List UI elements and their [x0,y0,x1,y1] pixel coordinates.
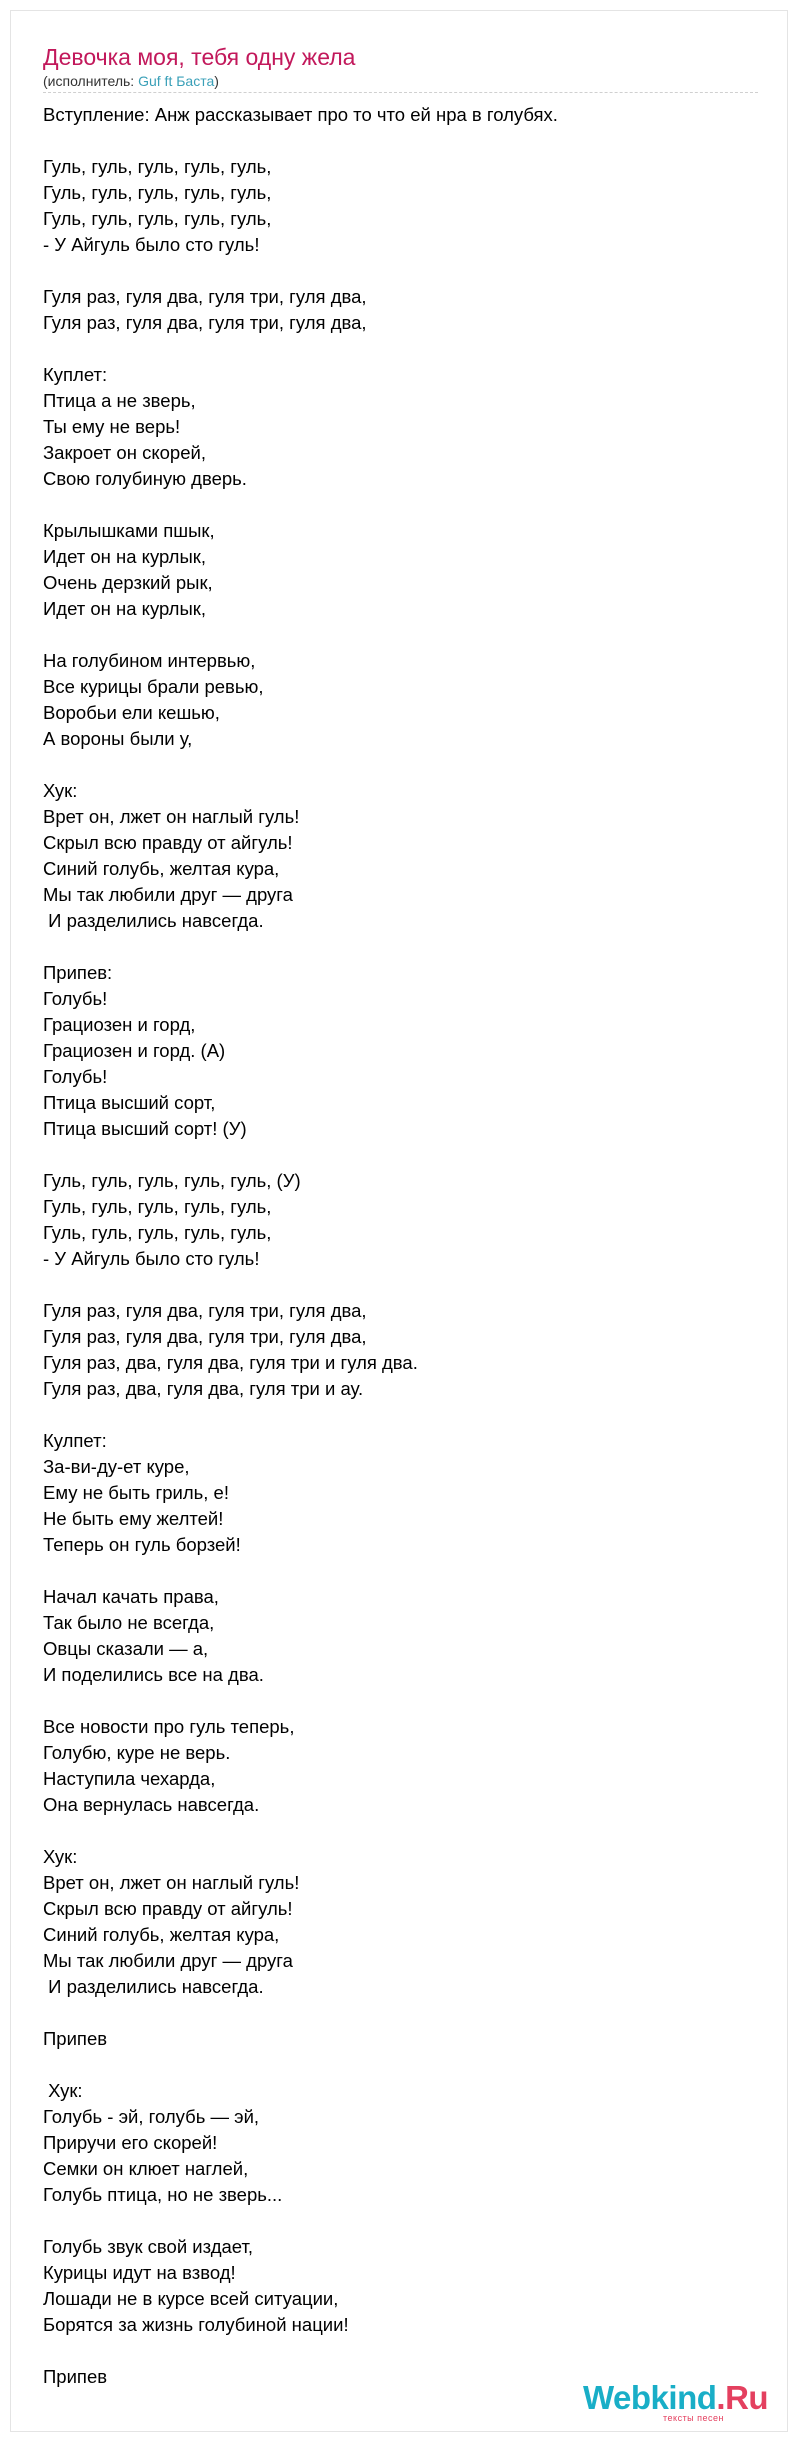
lyric-line: Скрыл всю правду от айгуль! [43,1898,293,1919]
lyric-line: Птица высший сорт, [43,1092,216,1113]
lyric-line: Гуля раз, два, гуля два, гуля три и гуля два. [43,1352,418,1373]
lyric-line: Кулпет: [43,1430,107,1451]
performer-line [43,72,219,90]
logo-name: Webkind [583,2379,717,2416]
lyric-line: Хук: [43,2080,83,2101]
title-divider [43,92,758,93]
lyric-blank-line [43,1142,763,1168]
site-logo[interactable] [583,2378,773,2428]
lyric-line: Гуль, гуль, гуль, гуль, гуль, [43,1222,272,1243]
lyric-line: Очень дерзкий рык, [43,572,213,593]
lyric-line: Идет он на курлык, [43,546,206,567]
lyric-line: Грациозен и горд. (А) [43,1040,226,1061]
lyric-blank-line [43,1688,763,1714]
lyric-line: Гуля раз, гуля два, гуля три, гуля два, [43,1326,367,1347]
lyric-line: Гуль, гуль, гуль, гуль, гуль, (У) [43,1170,301,1191]
lyric-blank-line [43,2338,763,2364]
lyric-line: Воробьи ели кешью, [43,702,220,723]
lyric-line: Гуль, гуль, гуль, гуль, гуль, [43,182,272,203]
lyric-blank-line [43,2208,763,2234]
lyric-line: И поделились все на два. [43,1664,264,1685]
lyric-line: Грациозен и горд, [43,1014,196,1035]
lyric-line: Гуль, гуль, гуль, гуль, гуль, [43,208,272,229]
logo-tld: .Ru [716,2379,769,2416]
lyric-line: - У Айгуль было сто гуль! [43,1248,260,1269]
lyric-line: Курицы идут на взвод! [43,2262,236,2283]
lyric-blank-line [43,2000,763,2026]
lyric-line: Голубь - эй, голубь — эй, [43,2106,260,2127]
lyric-blank-line [43,2052,763,2078]
lyric-line: Врет он, лжет он наглый гуль! [43,806,300,827]
lyric-line: Гуль, гуль, гуль, гуль, гуль, [43,1196,272,1217]
lyric-line: Врет он, лжет он наглый гуль! [43,1872,300,1893]
lyric-line: Голубь! [43,988,108,1009]
lyric-line: Ему не быть гриль, е! [43,1482,229,1503]
lyric-line: Мы так любили друг — друга [43,884,293,905]
lyric-line: За-ви-ду-ет куре, [43,1456,190,1477]
lyric-line: Ты ему не верь! [43,416,181,437]
lyric-line: Так было не всегда, [43,1612,215,1633]
lyric-line: Птица а не зверь, [43,390,196,411]
lyric-line: Теперь он гуль борзей! [43,1534,241,1555]
lyrics-block [43,102,763,2390]
lyric-line: Закроет он скорей, [43,442,206,463]
lyric-line: Голубь звук свой издает, [43,2236,254,2257]
lyric-blank-line [43,622,763,648]
lyric-line: Начал качать права, [43,1586,219,1607]
lyric-line: Наступила чехарда, [43,1768,216,1789]
lyric-line: Овцы сказали — а, [43,1638,209,1659]
lyric-line: Припев [43,2366,108,2387]
logo-tagline: тексты песен [663,2413,725,2423]
lyric-line: Мы так любили друг — друга [43,1950,293,1971]
lyric-line: Вступление: Анж рассказывает про то что ей нра в голубях. [43,104,558,125]
song-title: Девочка моя, тебя одну жела [43,44,356,70]
lyric-line: А вороны были у, [43,728,193,749]
lyric-line: Голубю, куре не верь. [43,1742,231,1763]
lyric-blank-line [43,1272,763,1298]
performer-link[interactable]: Guf ft Баста [138,73,215,89]
lyric-line: Синий голубь, желтая кура, [43,1924,280,1945]
lyric-line: Она вернулась навсегда. [43,1794,260,1815]
lyric-blank-line [43,1558,763,1584]
lyric-line: Свою голубиную дверь. [43,468,247,489]
lyric-line: Гуля раз, гуля два, гуля три, гуля два, [43,1300,367,1321]
lyric-line: Скрыл всю правду от айгуль! [43,832,293,853]
lyric-blank-line [43,258,763,284]
lyric-line: Голубь! [43,1066,108,1087]
lyric-line: Хук: [43,780,78,801]
lyric-line: И разделились навсегда. [43,910,264,931]
lyric-blank-line [43,492,763,518]
performer-suffix: ) [214,73,219,89]
lyric-line: Куплет: [43,364,108,385]
lyric-line: Припев [43,2028,108,2049]
lyric-blank-line [43,128,763,154]
lyric-blank-line [43,1402,763,1428]
lyric-blank-line [43,1818,763,1844]
lyric-line: Гуля раз, гуля два, гуля три, гуля два, [43,312,367,333]
lyric-line: Припев: [43,962,113,983]
lyric-line: Борятся за жизнь голубиной нации! [43,2314,349,2335]
lyric-line: Лошади не в курсе всей ситуации, [43,2288,339,2309]
lyric-line: Все курицы брали ревью, [43,676,264,697]
lyric-blank-line [43,934,763,960]
lyric-line: Все новости про гуль теперь, [43,1716,295,1737]
lyric-blank-line [43,752,763,778]
lyric-line: Не быть ему желтей! [43,1508,224,1529]
lyric-line: Семки он клюет наглей, [43,2158,249,2179]
lyric-line: На голубином интервью, [43,650,256,671]
lyric-line: Крылышками пшык, [43,520,215,541]
performer-prefix: (исполнитель: [43,73,139,89]
lyric-line: И разделились навсегда. [43,1976,264,1997]
lyric-line: Птица высший сорт! (У) [43,1118,247,1139]
lyric-line: - У Айгуль было сто гуль! [43,234,260,255]
lyric-blank-line [43,336,763,362]
lyric-line: Голубь птица, но не зверь... [43,2184,283,2205]
lyric-line: Гуля раз, гуля два, гуля три, гуля два, [43,286,367,307]
lyric-line: Хук: [43,1846,78,1867]
lyric-line: Идет он на курлык, [43,598,206,619]
lyric-line: Синий голубь, желтая кура, [43,858,280,879]
lyric-line: Гуля раз, два, гуля два, гуля три и ау. [43,1378,364,1399]
lyric-line: Гуль, гуль, гуль, гуль, гуль, [43,156,272,177]
lyric-line: Приручи его скорей! [43,2132,218,2153]
